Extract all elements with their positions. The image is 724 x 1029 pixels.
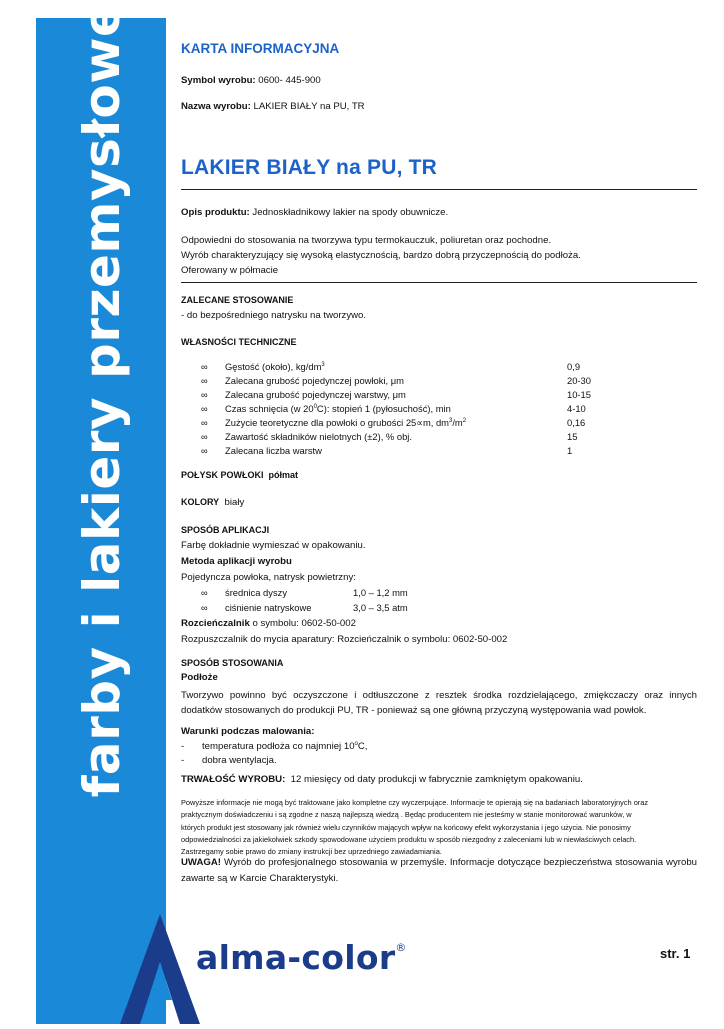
tech-sup: 3 [321, 361, 325, 368]
thinner-value: o symbolu: 0602-50-002 [252, 618, 356, 629]
tech-value: 20-30 [567, 375, 591, 386]
tech-label: Zalecana grubość pojedynczej warstwy, μm [225, 389, 406, 400]
usage-heading: ZALECANE STOSOWANIE [181, 295, 294, 305]
infinity-bullet-icon: ∞ [201, 431, 208, 442]
shelf-life-line [181, 774, 583, 785]
conditions-heading: Warunki podczas malowania: [181, 726, 315, 737]
tech-value: 10-15 [567, 389, 591, 400]
symbol-label: Symbol wyrobu: [181, 75, 256, 86]
brand-triangle-icon [120, 914, 200, 1024]
registered-mark: ® [395, 941, 407, 954]
infinity-bullet-icon: ∞ [201, 587, 208, 598]
gloss-label: POŁYSK POWŁOKI [181, 470, 264, 480]
thinner-line [181, 618, 356, 629]
warning-text: Wyrób do profesjonalnego stosowania w przemyśle. Informacje dotyczące bezpieczeństwa stosowania wyrobu zawarte są w Karcie Charakterystyki. [181, 857, 697, 884]
tech-label-rest: C): stopień 1 (pyłosuchość), min [316, 403, 451, 414]
gloss-value: półmat [268, 470, 299, 480]
method-text: Pojedyncza powłoka, natrysk powietrzny: [181, 572, 356, 583]
brand-logo-mark [120, 914, 200, 1029]
description-text-2: Wyrób charakteryzujący się wysoką elastycznością, bardzo dobrą przyczepnością do podłoża. [181, 250, 581, 261]
tech-label: Zalecana liczba warstw [225, 445, 322, 456]
disclaimer-line: odpowiedzialności za jakiekolwiek szkody spowodowane użyciem produktu w sposób niezgodny z zaleceniami lub w niewłaściwych celach. [181, 834, 637, 844]
product-title: LAKIER BIAŁY na PU, TR [181, 156, 438, 179]
vertical-tagline: farby i lakiery przemysłowe [73, 2, 131, 798]
cleaning-text: Rozpuszczalnik do mycia aparatury: Rozcieńczalnik o symbolu: 0602-50-002 [181, 634, 508, 645]
substrate-text: Tworzywo powinno być oczyszczone i odtłuszczone z resztek środka rozdzielającego, zmiękczaczy oraz innych dodatków stosowanych do produkcji PU, TR - ponieważ są one główną przyczyną występowania wad powłok. [181, 690, 697, 716]
infinity-bullet-icon: ∞ [201, 602, 208, 613]
tech-label: Czas schnięcia (w 20 [225, 403, 314, 414]
colors-value: biały [224, 497, 245, 508]
colors-label: KOLORY [181, 497, 220, 507]
technical-heading: WŁASNOŚCI TECHNICZNE [181, 337, 297, 347]
symbol-line [181, 75, 321, 86]
method-heading: Metoda aplikacji wyrobu [181, 556, 292, 567]
condition-text: dobra wentylacja. [202, 755, 277, 766]
infinity-bullet-icon: ∞ [201, 361, 208, 372]
infinity-bullet-icon: ∞ [201, 403, 208, 414]
disclaimer-line: których produkt jest stosowany jak również wielu czynników mających wpływ na końcowy efekt wykorzystania i jego użycia. Nie ponosimy [181, 822, 631, 832]
tech-label: Zużycie teoretyczne dla powłoki o grubości 25∝m, dm [225, 417, 449, 428]
title-divider [181, 189, 697, 190]
description-divider [181, 282, 697, 283]
description-label: Opis produktu: [181, 207, 250, 218]
tech-value: 15 [567, 431, 578, 442]
infinity-bullet-icon: ∞ [201, 375, 208, 386]
condition-rest: C, [357, 741, 368, 753]
warning-label: UWAGA! [181, 857, 221, 868]
param-value: 1,0 – 1,2 mm [353, 587, 408, 598]
method-section-heading: SPOSÓB STOSOWANIA [181, 658, 284, 668]
tech-value: 0,9 [567, 361, 581, 372]
thinner-label: Rozcieńczalnik [181, 618, 250, 629]
brand-logo [196, 938, 407, 977]
disclaimer-line: Powyższe informacje nie mogą być traktowane jako kompletne czy wyczerpujące. Informacje te opierają się na badaniach laboratoryjnych oraz [181, 798, 649, 807]
tech-sup-2: 2 [462, 417, 467, 424]
tech-sup: 0 [313, 403, 317, 410]
shelf-life-label: TRWAŁOŚĆ WYROBU: [181, 774, 286, 785]
param-value: 3,0 – 3,5 atm [353, 602, 408, 613]
brand-name: alma-color [196, 938, 396, 977]
usage-text: - do bezpośredniego natrysku na tworzywo. [181, 310, 367, 321]
disclaimer-line: praktycznym doświadczeniu i są zgodne z naszą najlepszą wiedzą . Będąc producentem nie jesteśmy w stanie monitorować warunków, w [181, 810, 632, 820]
application-text: Farbę dokładnie wymieszać w opakowaniu. [181, 540, 366, 551]
warning-paragraph [181, 855, 697, 887]
product-name-label: Nazwa wyrobu: [181, 101, 251, 112]
tech-value: 0,16 [567, 417, 586, 428]
symbol-value: 0600- 445-900 [258, 75, 321, 86]
tech-label: Gęstość (około), kg/dm [225, 361, 322, 372]
gloss-line [181, 470, 298, 480]
disclaimer-line: Zastrzegamy sobie prawo do zmiany instrukcji bez uprzedniego zawiadamiania. [181, 847, 442, 857]
product-name-value: LAKIER BIAŁY na PU, TR [253, 101, 365, 112]
infinity-bullet-icon: ∞ [201, 445, 208, 456]
shelf-life-value: 12 miesięcy od daty produkcji w fabrycznie zamkniętym opakowaniu. [290, 774, 583, 785]
description-text-3: Oferowany w półmacie [181, 265, 279, 276]
tech-value: 4-10 [567, 403, 586, 414]
tech-label: Zalecana grubość pojedynczej powłoki, μm [225, 375, 404, 386]
page-number: str. 1 [660, 946, 691, 961]
infinity-bullet-icon: ∞ [201, 389, 208, 400]
substrate-heading: Podłoże [181, 672, 218, 683]
condition-dash: - [181, 741, 185, 752]
tech-value: 1 [567, 445, 573, 456]
description-line [181, 207, 448, 218]
tech-sup: 3 [448, 417, 453, 424]
tech-label: Zawartość składników nielotnych (±2), % obj. [225, 431, 412, 442]
description-value: Jednoskładnikowy lakier na spody obuwnicze. [252, 207, 449, 218]
param-label: ciśnienie natryskowe [225, 602, 312, 613]
disclaimer [181, 797, 697, 858]
colors-line [181, 497, 244, 508]
application-heading: SPOSÓB APLIKACJI [181, 525, 270, 535]
param-label: średnica dyszy [225, 587, 288, 598]
condition-sup: o [354, 741, 358, 747]
tech-label-rest: /m [452, 417, 463, 428]
condition-text: temperatura podłoża co najmniej 10 [202, 741, 355, 753]
product-name-line [181, 101, 365, 112]
infinity-bullet-icon: ∞ [201, 417, 208, 428]
condition-dash: - [181, 755, 185, 766]
document-type-heading: KARTA INFORMACYJNA [181, 41, 340, 56]
description-text-1: Odpowiedni do stosowania na tworzywa typu termokauczuk, poliuretan oraz pochodne. [181, 235, 552, 246]
